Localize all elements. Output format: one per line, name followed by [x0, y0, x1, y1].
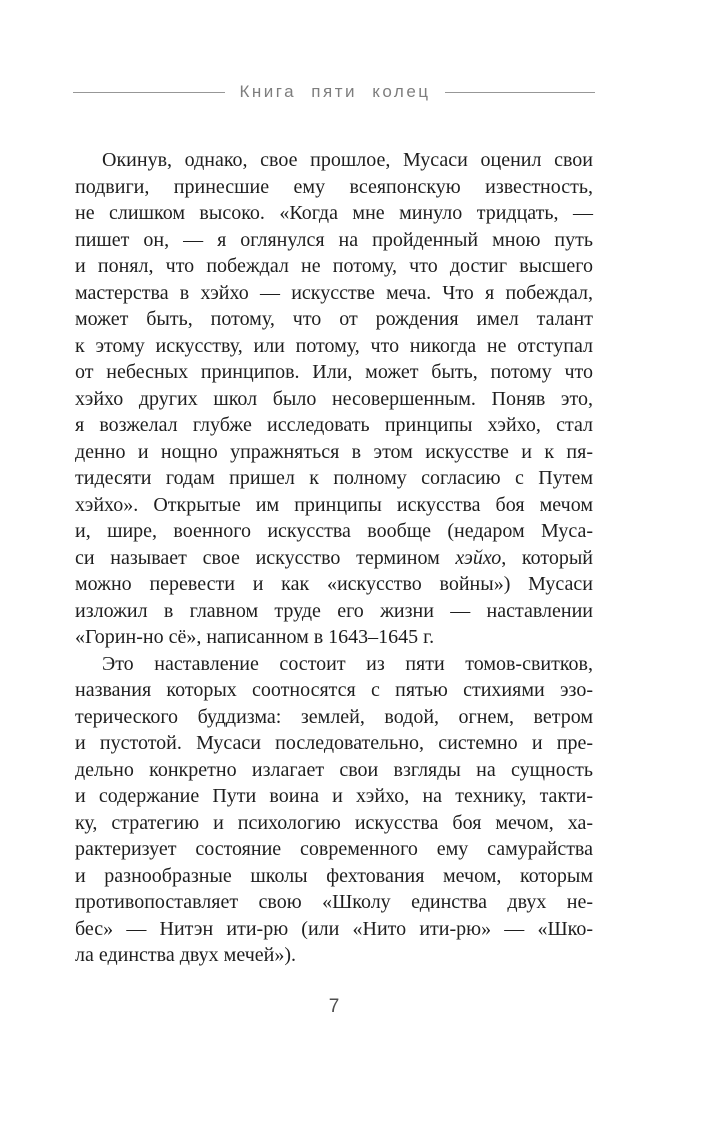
running-head-title: Книга пяти колец [239, 82, 431, 101]
paragraph [75, 651, 593, 969]
text-line: Это наставление состоит из пяти томов-свитков, [102, 652, 593, 675]
text-line: рактеризует состояние современного ему самурайства [75, 838, 593, 860]
text-line: и понял, что побеждал не потому, что достиг высшего [75, 255, 593, 277]
text-line: тидесяти годам пришел к полному согласию с Путем [75, 467, 593, 489]
text-line: ла единства двух мечей»). [75, 944, 296, 966]
text-line: от небесных принципов. Или, может быть, потому что [75, 361, 593, 383]
running-head [75, 82, 593, 102]
text-line: бес» — Нитэн ити-рю (или «Нито ити-рю» — «Шко- [75, 917, 593, 940]
text-line: названия которых соотносятся с пятью стихиями эзо- [75, 679, 593, 701]
text-line: хэйхо». Открытые им принципы искусства боя мечом [75, 493, 593, 516]
text-line: пишет он, — я оглянулся на пройденный мною путь [75, 228, 593, 251]
paragraph [75, 147, 593, 651]
text-line: и разнообразные школы фехтования мечом, которым [75, 864, 593, 887]
header-rule-right [445, 92, 595, 93]
text-line: и, шире, военного искусства вообще (недаром Муса- [75, 520, 593, 542]
text-line: мастерства в хэйхо — искусстве меча. Что я побеждал, [75, 281, 593, 304]
page-number: 7 [328, 996, 340, 1017]
text-line: «Горин-но сё», написанном в 1643–1645 г. [75, 626, 435, 648]
header-rule-left [73, 92, 225, 93]
text-line: си называет свое искусство термином хэйхо, который [75, 546, 593, 569]
text-line: подвиги, принесшие ему всеяпонскую известность, [75, 175, 593, 198]
text-line: ку, стратегию и психологию искусства боя мечом, ха- [75, 811, 593, 834]
text-line: и пустотой. Мусаси последовательно, системно и пре- [75, 732, 593, 754]
text-line: дельно конкретно излагает свои взгляды на сущность [75, 758, 593, 781]
text-line: можно перевести и как «искусство войны») Мусаси [75, 573, 593, 595]
text-line: не слишком высоко. «Когда мне минуло тридцать, — [75, 202, 593, 224]
text-line: я возжелал глубже исследовать принципы хэйхо, стал [75, 414, 593, 436]
text-line: и содержание Пути воина и хэйхо, на технику, такти- [75, 785, 593, 807]
body-text [75, 147, 593, 969]
text-line: терического буддизма: землей, водой, огнем, ветром [75, 705, 593, 728]
text-line: может быть, потому, что от рождения имел талант [75, 308, 593, 330]
text-line: изложил в главном труде его жизни — наставлении [75, 599, 593, 622]
text-line: хэйхо других школ было несовершенным. Поняв это, [75, 387, 593, 410]
text-line: противопоставляет свою «Школу единства двух не- [75, 891, 593, 913]
text-line: Окинув, однако, свое прошлое, Мусаси оценил свои [102, 149, 593, 171]
text-line: денно и нощно упражняться в этом искусстве и к пя- [75, 440, 593, 463]
text-line: к этому искусству, или потому, что никогда не отступал [75, 334, 593, 357]
